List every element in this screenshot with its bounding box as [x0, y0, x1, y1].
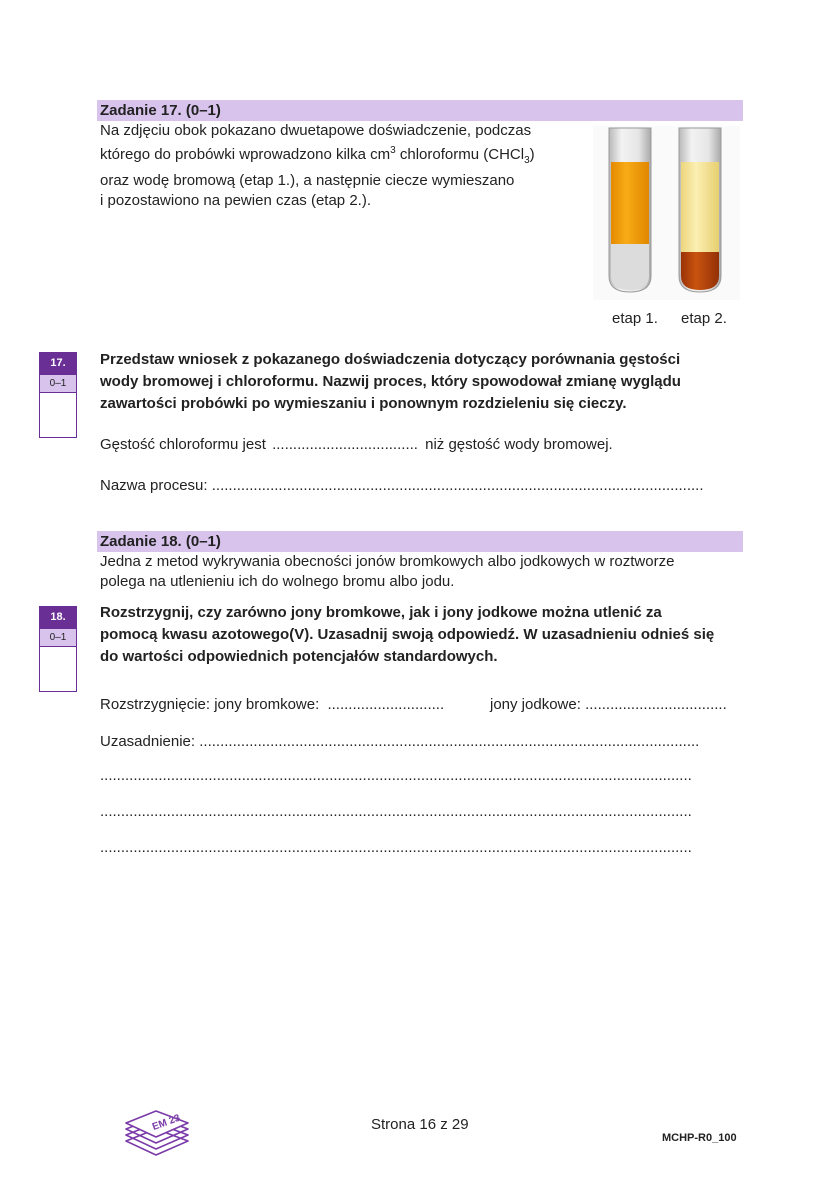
stage1-chloroform [611, 244, 649, 290]
task17-answer-density: Gęstość chloroformu jest ................................... niż gęstość wody bromowej. [100, 436, 613, 453]
justification-line-3[interactable]: .............................................................................................................................................. [100, 803, 692, 820]
density-answer-field[interactable]: ................................... [272, 436, 418, 453]
score-box-17-points: 0–1 [40, 374, 76, 393]
score-box-18-field[interactable] [40, 647, 76, 691]
score-box-17 [39, 352, 77, 438]
score-box-17-number: 17. [40, 353, 76, 374]
stage1-bromine-water [611, 162, 649, 244]
exam-logo [122, 1105, 192, 1161]
exam-logo-text: EM 23 [150, 1112, 182, 1133]
stage1-label: etap 1. [612, 310, 658, 327]
task17-question [100, 349, 681, 415]
stage2-label: etap 2. [681, 310, 727, 327]
task17-intro-line1: Na zdjęciu obok pokazano dwuetapowe doświadczenie, podczas [100, 122, 532, 139]
justification-field[interactable]: ........................................................................................................................ [199, 733, 700, 750]
task17-intro-line2: którego do probówki wprowadzono kilka $cm^3$ chloroformu (CHCl$_3$) [100, 145, 535, 166]
task18-question-line3: do wartości odpowiednich potencjałów standardowych. [100, 648, 498, 665]
score-box-17-field[interactable] [40, 393, 76, 437]
task18-decision-iodide: jony jodkowe: .................................. [490, 696, 727, 713]
task17-question-line3: zawartości probówki po wymieszaniu i ponownym rozdzieleniu się cieczy. [100, 395, 627, 412]
task17-answer-process: Nazwa procesu: ...................................................................................................................... [100, 477, 704, 494]
tube-stage1 [609, 128, 651, 292]
exam-code: MCHP-R0_100 [662, 1132, 737, 1144]
task17-intro [100, 121, 535, 211]
score-box-18-number: 18. [40, 607, 76, 628]
score-box-18 [39, 606, 77, 692]
task18-header: Zadanie 18. (0–1) [97, 531, 743, 552]
process-name-field[interactable]: ...................................................................................................................... [211, 477, 704, 494]
score-box-18-points: 0–1 [40, 628, 76, 647]
test-tubes-photo [593, 126, 740, 300]
tube-stage2 [679, 128, 721, 292]
stage2-lower-layer [681, 252, 719, 290]
page-number: Strona 16 z 29 [371, 1116, 469, 1133]
task17-intro-line4: i pozostawiono na pewien czas (etap 2.). [100, 192, 371, 209]
task17-question-line2: wody bromowej i chloroformu. Nazwij proces, który spowodował zmianę wyglądu [100, 373, 681, 390]
task18-justification: Uzasadnienie: ........................................................................................................................ [100, 733, 700, 750]
justification-line-2[interactable]: .............................................................................................................................................. [100, 767, 692, 784]
task18-question-line1: Rozstrzygnij, czy zarówno jony bromkowe, jak i jony jodkowe można utlenić za [100, 604, 662, 621]
task17-question-line1: Przedstaw wniosek z pokazanego doświadczenia dotyczący porównania gęstości [100, 351, 681, 368]
iodide-answer-field[interactable]: .................................. [585, 696, 727, 713]
justification-line-4[interactable]: .............................................................................................................................................. [100, 839, 692, 856]
bromide-answer-field[interactable]: ............................ [327, 696, 445, 713]
task17-intro-line3: oraz wodę bromową (etap 1.), a następnie ciecze wymieszano [100, 172, 515, 189]
task17-header: Zadanie 17. (0–1) [97, 100, 743, 121]
task18-question [100, 602, 714, 668]
task18-intro [100, 552, 674, 592]
task18-question-line2: pomocą kwasu azotowego(V). Uzasadnij swoją odpowiedź. W uzasadnieniu odnieś się [100, 626, 715, 643]
task18-intro-line2: polega na utlenieniu ich do wolnego bromu albo jodu. [100, 573, 455, 590]
task18-intro-line1: Jedna z metod wykrywania obecności jonów bromkowych albo jodkowych w roztworze [100, 553, 675, 570]
task18-decision: Rozstrzygnięcie: jony bromkowe: ............................ [100, 696, 445, 713]
stage2-upper-layer [681, 162, 719, 252]
